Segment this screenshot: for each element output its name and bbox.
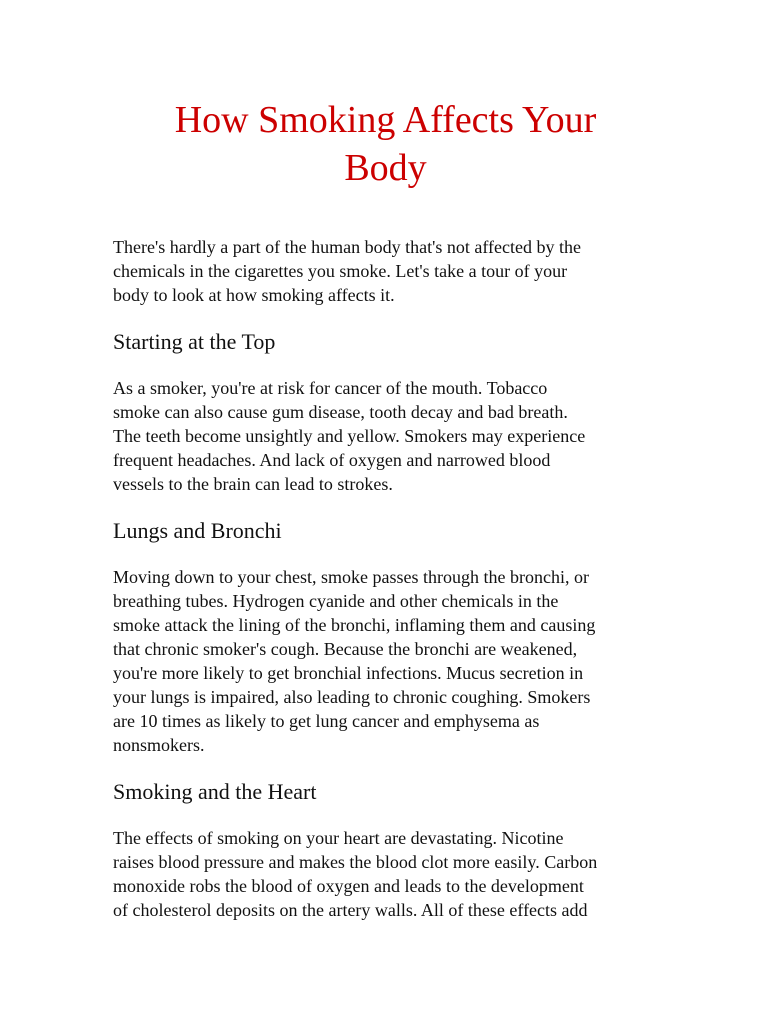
section-body-heart: The effects of smoking on your heart are devastating. Nicotine raises blood pressure and makes the blood clot more easily. Carbon monoxide robs the blood of oxygen and leads to the development of cholesterol deposits on the artery walls. All of these effects add bbox=[113, 828, 598, 920]
document-page bbox=[113, 96, 658, 922]
intro-paragraph: There's hardly a part of the human body that's not affected by the chemicals in the cigarettes you smoke. Let's take a tour of your body to look at how smoking affects it. bbox=[113, 237, 581, 305]
section-heading-lungs: Lungs and Bronchi bbox=[113, 518, 282, 543]
section-body-lungs: Moving down to your chest, smoke passes through the bronchi, or breathing tubes. Hydrogen cyanide and other chemicals in the smoke attack the lining of the bronchi, inflaming them and causing that chronic smoker's cough. Because the bronchi are weakened, you're more likely to get bronchial infections. Mucus secretion in your lungs is impaired, also leading to chronic coughing. Smokers are 10 times as likely to get lung cancer and emphysema as nonsmokers. bbox=[113, 567, 596, 755]
section-body-top: As a smoker, you're at risk for cancer of the mouth. Tobacco smoke can also cause gum disease, tooth decay and bad breath. The teeth become unsightly and yellow. Smokers may experience frequent headaches. And lack of oxygen and narrowed blood vessels to the brain can lead to strokes. bbox=[113, 378, 586, 494]
section-heading-heart: Smoking and the Heart bbox=[113, 779, 317, 804]
section-heading-top: Starting at the Top bbox=[113, 329, 276, 354]
document-title: How Smoking Affects Your Body bbox=[174, 99, 597, 189]
